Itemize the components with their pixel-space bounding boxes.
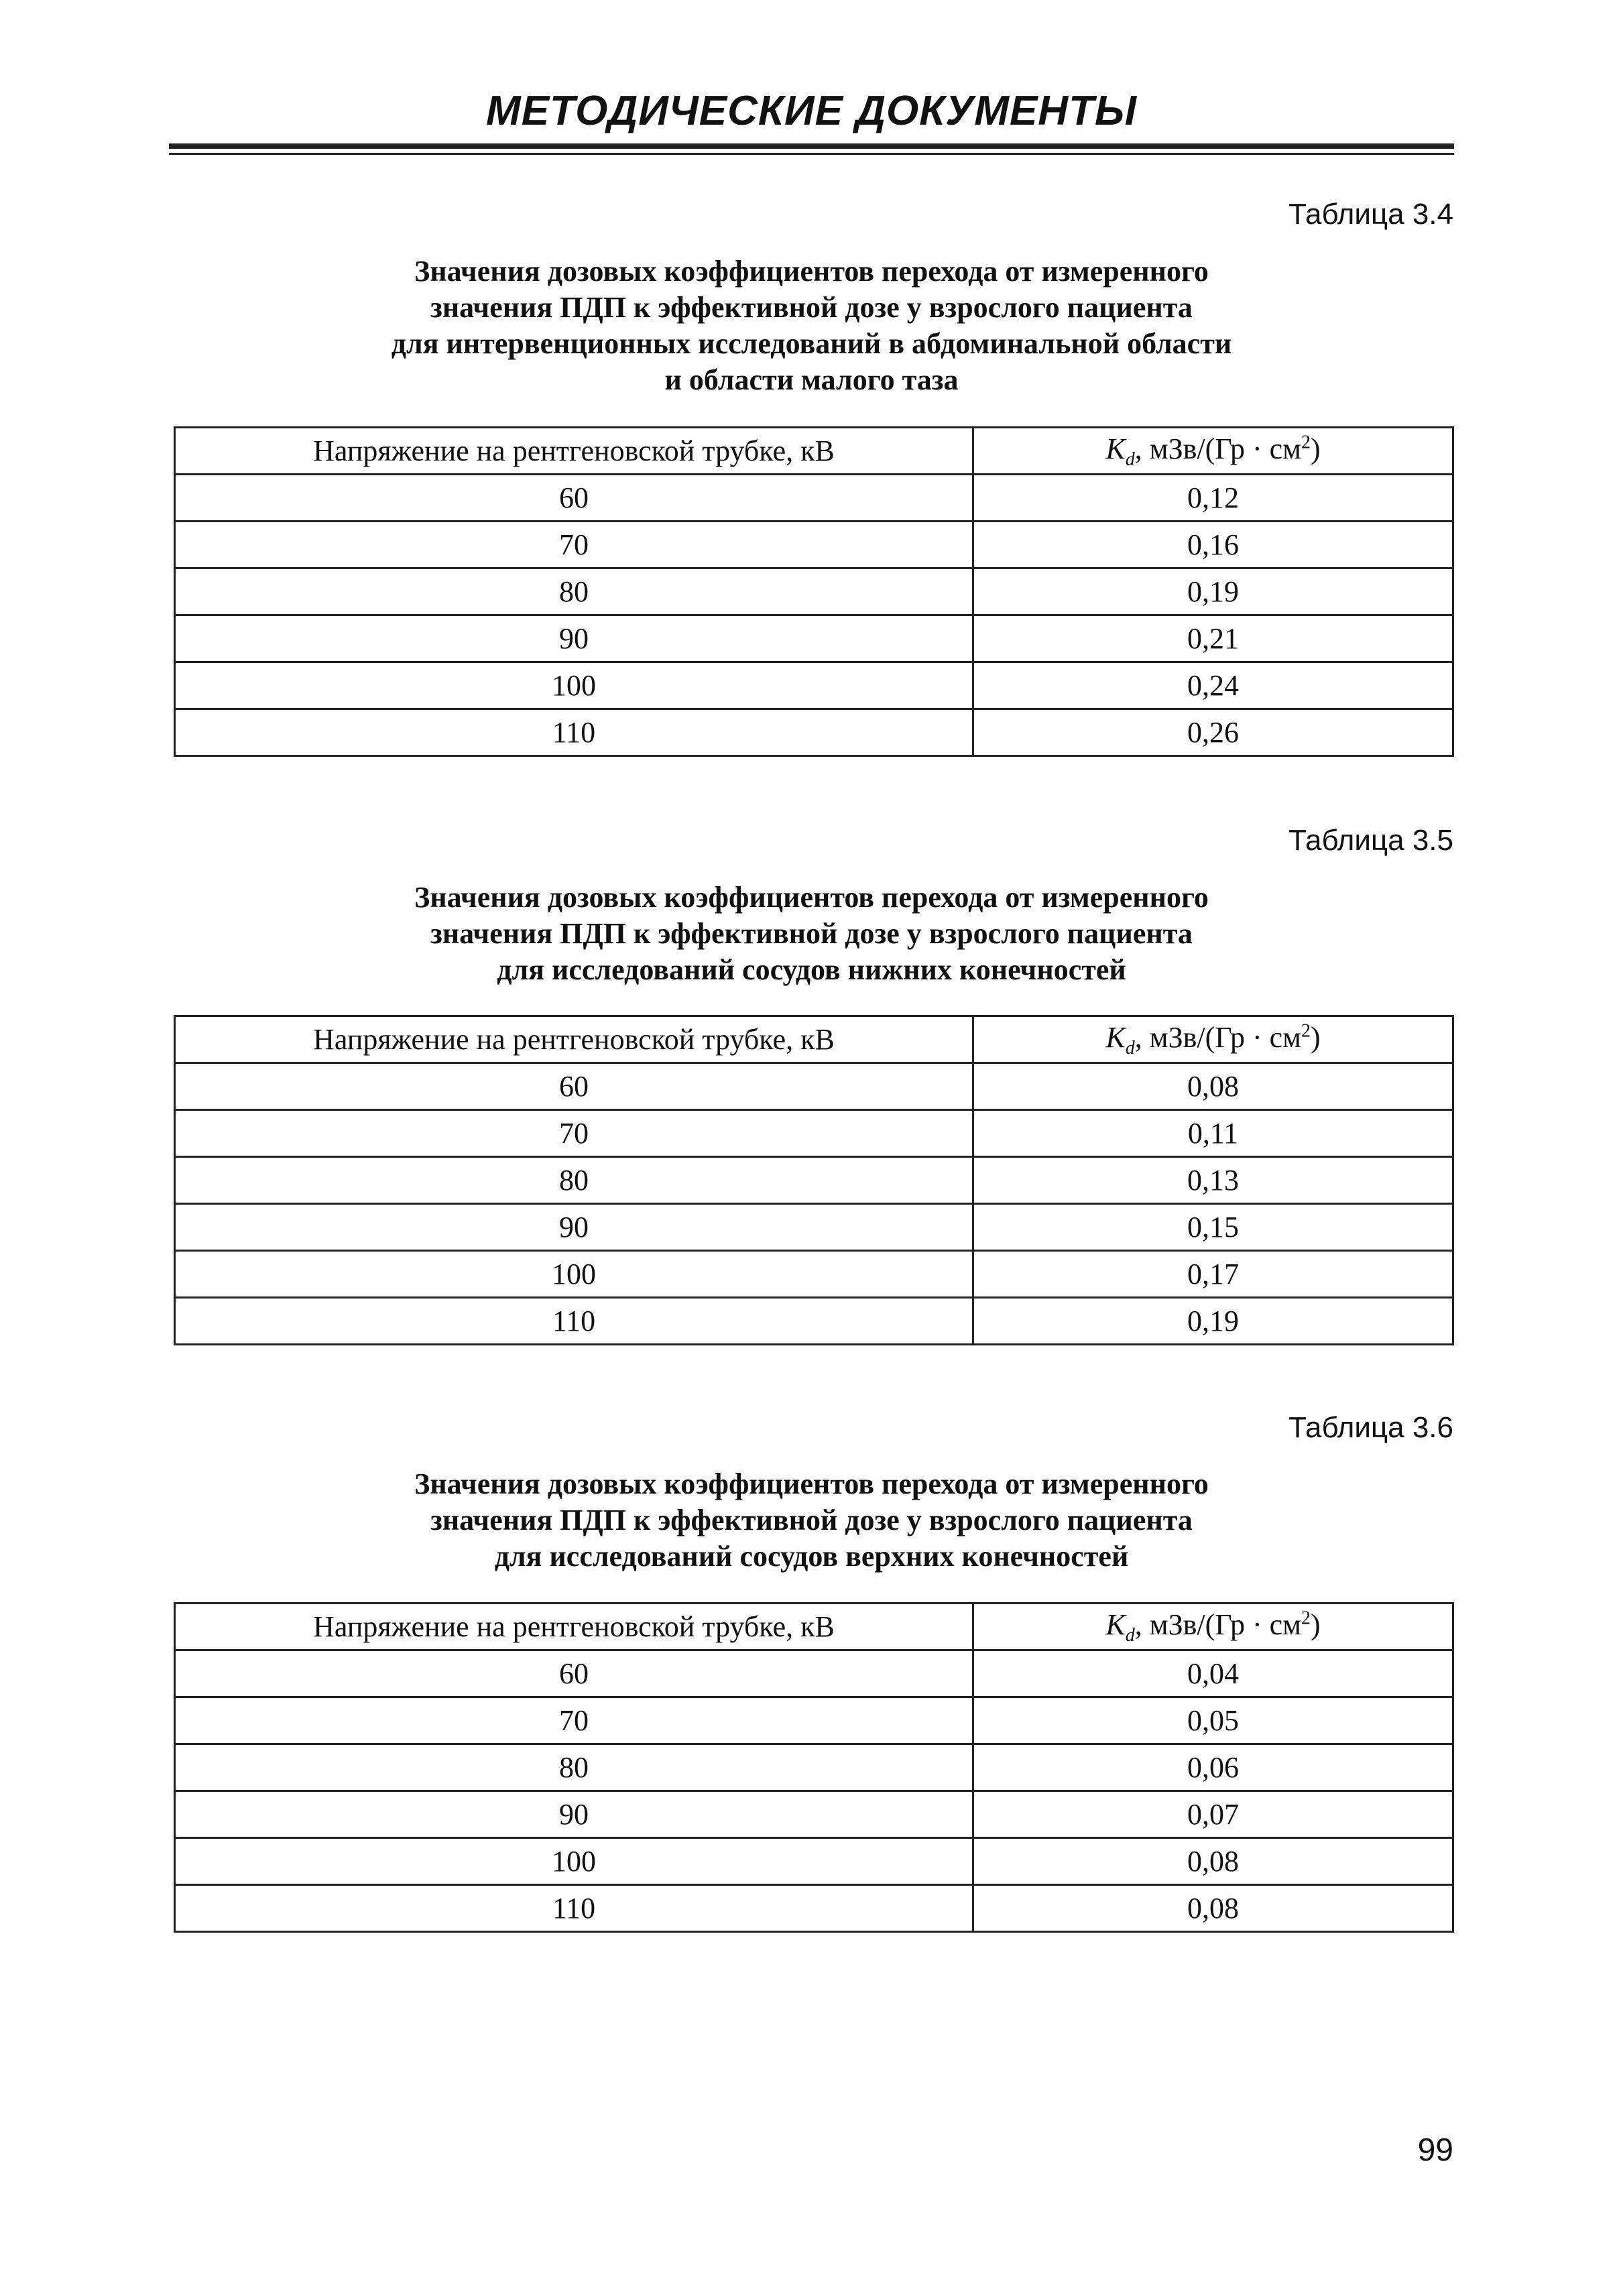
kd-cell: 0,11 <box>973 1110 1453 1157</box>
table-row <box>175 1298 1453 1345</box>
kd-cell: 0,08 <box>973 1063 1453 1110</box>
caption-line: Значения дозовых коэффициентов перехода от измеренного <box>414 1467 1209 1500</box>
caption-line: значения ПДП к эффективной дозе у взрослого пациента <box>430 1504 1193 1536</box>
table-header-row <box>175 428 1453 475</box>
table-row <box>175 1744 1453 1791</box>
table-3-5 <box>174 1015 1454 1345</box>
table-row <box>175 1650 1453 1697</box>
voltage-cell: 60 <box>175 475 973 522</box>
kd-cell: 0,12 <box>973 475 1453 522</box>
caption-line: для исследований сосудов нижних конечностей <box>497 953 1126 986</box>
kd-unit: , $мЗв/(Гр \cdot см^2)$ <box>1134 431 1321 465</box>
voltage-cell: 100 <box>175 1251 973 1298</box>
page-number: 99 <box>1417 2132 1453 2168</box>
caption-line: значения ПДП к эффективной дозе у взрослого пациента <box>430 917 1193 950</box>
caption-line: для исследований сосудов верхних конечностей <box>494 1540 1129 1573</box>
voltage-cell: 80 <box>175 1157 973 1204</box>
kd-cell: 0,19 <box>973 1298 1453 1345</box>
table-3-6-label: Таблица 3.6 <box>1288 1411 1453 1444</box>
kd-column-header <box>973 428 1453 475</box>
kd-column-header <box>973 1604 1453 1650</box>
voltage-column-header: Напряжение на рентгеновской трубке, кВ <box>175 1604 973 1650</box>
kd-cell: 0,17 <box>973 1251 1453 1298</box>
voltage-cell: 110 <box>175 1298 973 1345</box>
kd-column-header <box>973 1016 1453 1063</box>
kd-unit: , $мЗв/(Гр \cdot см^2)$ <box>1134 1020 1321 1054</box>
caption-line: Значения дозовых коэффициентов перехода от измеренного <box>414 255 1209 288</box>
table-row <box>175 1885 1453 1932</box>
table-row <box>175 522 1453 568</box>
kd-symbol: $K_d$ <box>1105 1020 1135 1059</box>
voltage-cell: 90 <box>175 1791 973 1838</box>
table-row <box>175 1204 1453 1251</box>
table-3-5-caption <box>0 880 1623 988</box>
kd-cell: 0,19 <box>973 568 1453 615</box>
table-header-row <box>175 1604 1453 1650</box>
voltage-cell: 80 <box>175 1744 973 1791</box>
voltage-cell: 110 <box>175 709 973 756</box>
table-row <box>175 709 1453 756</box>
voltage-cell: 100 <box>175 662 973 709</box>
table-3-6-caption <box>0 1466 1623 1575</box>
caption-line: и области малого таза <box>664 363 959 396</box>
voltage-cell: 100 <box>175 1838 973 1885</box>
kd-cell: 0,05 <box>973 1697 1453 1744</box>
header-rule <box>169 143 1454 149</box>
voltage-cell: 60 <box>175 1063 973 1110</box>
header-rule-thin <box>169 153 1454 155</box>
kd-cell: 0,15 <box>973 1204 1453 1251</box>
table-row <box>175 1251 1453 1298</box>
voltage-cell: 70 <box>175 1697 973 1744</box>
voltage-cell: 90 <box>175 1204 973 1251</box>
table-row <box>175 568 1453 615</box>
voltage-cell: 60 <box>175 1650 973 1697</box>
caption-line: Значения дозовых коэффициентов перехода от измеренного <box>414 881 1209 914</box>
kd-cell: 0,24 <box>973 662 1453 709</box>
table-row <box>175 1110 1453 1157</box>
kd-cell: 0,04 <box>973 1650 1453 1697</box>
kd-cell: 0,06 <box>973 1744 1453 1791</box>
kd-cell: 0,16 <box>973 522 1453 568</box>
caption-line: для интервенционных исследований в абдоминальной области <box>391 327 1232 360</box>
voltage-cell: 80 <box>175 568 973 615</box>
voltage-cell: 70 <box>175 522 973 568</box>
kd-symbol: $K_d$ <box>1105 432 1135 470</box>
voltage-cell: 90 <box>175 615 973 662</box>
kd-cell: 0,21 <box>973 615 1453 662</box>
voltage-column-header: Напряжение на рентгеновской трубке, кВ <box>175 1016 973 1063</box>
voltage-cell: 70 <box>175 1110 973 1157</box>
table-row <box>175 662 1453 709</box>
table-row <box>175 615 1453 662</box>
voltage-column-header: Напряжение на рентгеновской трубке, кВ <box>175 428 973 475</box>
page-header-title: МЕТОДИЧЕСКИЕ ДОКУМЕНТЫ <box>486 88 1137 134</box>
voltage-cell: 110 <box>175 1885 973 1932</box>
table-row <box>175 1697 1453 1744</box>
table-3-5-label: Таблица 3.5 <box>1288 824 1453 857</box>
caption-line: значения ПДП к эффективной дозе у взрослого пациента <box>430 291 1193 324</box>
table-row <box>175 1838 1453 1885</box>
table-3-6 <box>174 1602 1454 1933</box>
table-row <box>175 1157 1453 1204</box>
table-3-4-label: Таблица 3.4 <box>1288 198 1453 231</box>
kd-cell: 0,13 <box>973 1157 1453 1204</box>
kd-symbol: $K_d$ <box>1105 1608 1135 1646</box>
kd-cell: 0,08 <box>973 1838 1453 1885</box>
table-3-4 <box>174 426 1454 757</box>
kd-unit: , $мЗв/(Гр \cdot см^2)$ <box>1134 1607 1321 1641</box>
table-row <box>175 1791 1453 1838</box>
table-row <box>175 1063 1453 1110</box>
table-header-row <box>175 1016 1453 1063</box>
table-row <box>175 475 1453 522</box>
table-3-4-caption <box>0 253 1623 398</box>
kd-cell: 0,08 <box>973 1885 1453 1932</box>
kd-cell: 0,07 <box>973 1791 1453 1838</box>
kd-cell: 0,26 <box>973 709 1453 756</box>
